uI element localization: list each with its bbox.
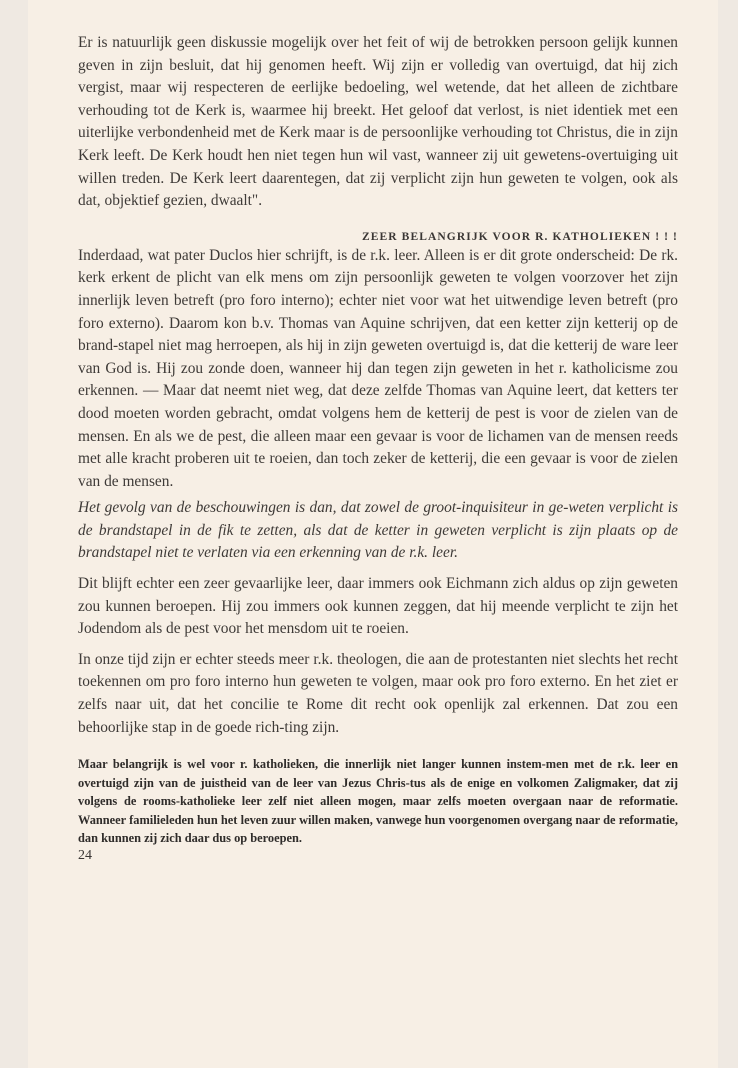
paragraph-italic-conclusion: Het gevolg van de beschouwingen is dan, dat zowel de groot-inquisiteur in ge-weten verplicht is de brandstapel in de fik te zetten, als dat de ketter in geweten verplicht is zijn plaats op de brandstapel niet te verlaten via een erkenning van de r.k. leer. [78,499,678,562]
paragraph-modern-theologians: In onze tijd zijn er echter steeds meer r.k. theologen, die aan de protestanten niet slechts het recht toekennen om pro foro interno hun geweten te volgen, maar ook pro foro externo. En het ziet er zelfs naar uit, dat het concilie te Rome dit recht ook openlijk zal erkennen. Dat zou een behoorlijke stap in de goede rich-ting zijn. [78,650,678,736]
section-heading: ZEER BELANGRIJK VOOR R. KATHOLIEKEN ! ! ! [361,230,678,243]
paragraph-eichmann: Dit blijft echter een zeer gevaarlijke leer, daar immers ook Eichmann zich aldus op zijn geweten zou kunnen beroepen. Hij zou immers ook kunnen zeggen, dat hij meende verplicht te zijn het Jodendom als de pest voor het mensdom uit te roeien. [78,575,678,638]
paragraph-rk-leer: Inderdaad, wat pater Duclos hier schrijft, is de r.k. leer. Alleen is er dit grote onderscheid: De rk. kerk erkent de plicht van elk mens om zijn persoonlijk geweten te volgen voorzover het zijn innerlijk leven betreft (pro foro interno); echter niet voor wat het uitwendige leven betreft (pro foro externo). Daarom kon b.v. Thomas van Aquine schrijven, dat een ketter zijn ketterij op de brand-stapel niet mag herroepen, als hij in zijn geweten overtuigd is, dat die ketterij de ware leer van God is. Hij zou zonde doen, wanneer hij dan tegen zijn geweten in het r. katholicisme zou erkennen. — Maar dat neemt niet weg, dat deze zelfde Thomas van Aquine leert, dat ketters ter dood moeten worden gebracht, omdat volgens hem de ketterij de pest is voor de zielen van de mensen. En als we de pest, die alleen maar een gevaar is voor de lichamen van de mensen reeds met alle kracht proberen uit te roeien, dan toch zeker de ketterij, die een gevaar is voor de zielen van de mensen. [78,246,678,490]
paragraph-bold-conclusion: Maar belangrijk is wel voor r. katholieken, die innerlijk niet langer kunnen instem-men met de r.k. leer en overtuigd zijn van de juistheid van de leer van Jezus Chris-tus als de enige en volkomen Zaligmaker, dat zij volgens de rooms-katholieke leer zelf niet alleen mogen, maar zelfs moeten overgaan naar de reformatie. Wanneer familieleden hun het leven zuur willen maken, vanwege hun voorgenomen overgang naar de reformatie, dan kunnen zij zich daar dus op beroepen. [78,757,678,846]
page-number: 24 [78,847,92,863]
paragraph-quote: Er is natuurlijk geen diskussie mogelijk over het feit of wij de betrokken persoon gelijk kunnen geven in zijn besluit, dat hij genomen heeft. Wij zijn er volledig van overtuigd, dat hij zich vergist, maar wij respecteren de eerlijke bedoeling, wel wetende, dat het alleen de zichtbare verhouding tot de Kerk is, waarmee hij breekt. Het geloof dat verlost, is niet identiek met een uiterlijke verbondenheid met de Kerk maar is de persoonlijke verhouding tot Christus, die in zijn Kerk leeft. De Kerk houdt hen niet tegen hun wil vast, wanneer zij uit gewetens-overtuiging uit willen treden. De Kerk leert daarentegen, dat zij verplicht zijn hun geweten te volgen, ook als dat, objektief gezien, dwaalt". [78,34,678,210]
document-page [28,0,718,1068]
page-content [78,32,678,864]
